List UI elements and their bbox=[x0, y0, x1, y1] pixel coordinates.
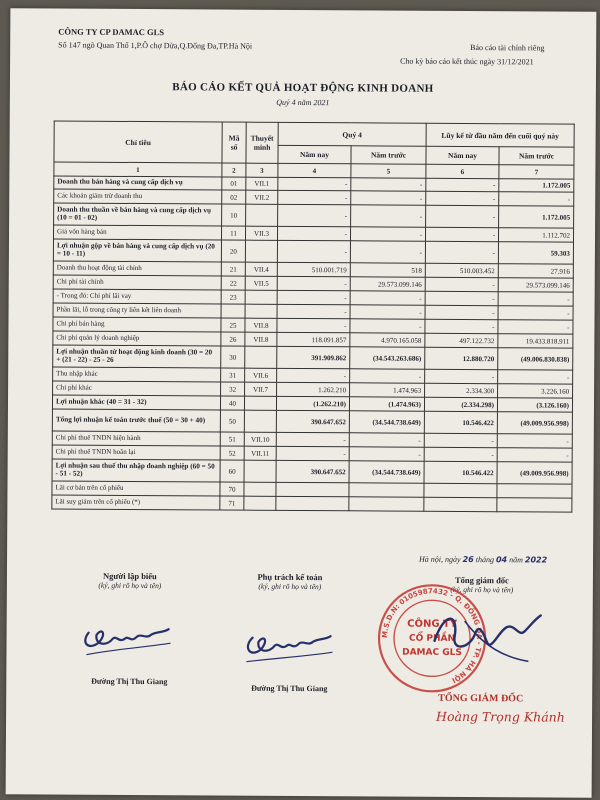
preparer-name-block bbox=[54, 676, 204, 686]
row-note bbox=[245, 290, 277, 304]
row-code: 60 bbox=[220, 460, 244, 482]
row-code: 40 bbox=[220, 396, 244, 410]
row-quarter-last-year: (34.544.738.649) bbox=[349, 411, 424, 433]
table-row bbox=[53, 239, 573, 264]
row-ytd-this-year: (2.334.298) bbox=[424, 397, 497, 411]
row-quarter-last-year: 29.573.099.146 bbox=[350, 277, 425, 291]
row-ytd-last-year: 1.172.005 bbox=[499, 179, 574, 192]
row-ytd-this-year: - bbox=[426, 227, 499, 241]
row-quarter-this-year: - bbox=[277, 240, 350, 262]
preparer-name: Đường Thị Thu Giang bbox=[91, 676, 168, 687]
row-note: VII.5 bbox=[245, 276, 277, 290]
row-quarter-last-year: - bbox=[349, 447, 424, 461]
row-item-name: Lợi nhuận sau thuế thu nhập doanh nghiệp (60 = 50 - 51 - 52) bbox=[52, 459, 220, 482]
row-quarter-this-year: - bbox=[278, 190, 351, 204]
header-quarter-this-year: Năm nay bbox=[278, 145, 351, 163]
row-quarter-last-year: - bbox=[350, 241, 425, 263]
row-quarter-this-year: - bbox=[277, 276, 350, 290]
row-quarter-last-year: 518 bbox=[350, 263, 425, 277]
place-date bbox=[419, 555, 547, 565]
header-ytd: Lũy kế từ đầu năm đến cuối quý này bbox=[426, 123, 574, 147]
header-ytd-this-year: Năm nay bbox=[426, 146, 499, 164]
accountant-role: Phụ trách kế toán bbox=[257, 571, 323, 583]
row-ytd-last-year: 1.172.005 bbox=[499, 206, 574, 228]
row-quarter-last-year: (1.474.963) bbox=[349, 397, 424, 411]
accountant-signature bbox=[238, 620, 338, 669]
report-paper bbox=[6, 8, 597, 798]
row-quarter-last-year: - bbox=[351, 178, 426, 191]
place-date-prefix: Hà nội, ngày bbox=[419, 554, 461, 564]
table-row bbox=[54, 203, 574, 228]
row-quarter-last-year: - bbox=[350, 319, 425, 333]
row-code: 25 bbox=[221, 318, 245, 332]
row-ytd-this-year: - bbox=[424, 433, 497, 447]
row-ytd-last-year: - bbox=[498, 306, 573, 320]
header-ytd-last-year: Năm trước bbox=[499, 147, 574, 165]
row-ytd-last-year: 27.916 bbox=[498, 264, 573, 278]
row-ytd-this-year: - bbox=[425, 305, 498, 319]
row-item-name: Doanh thu thuần về bán hàng và cung cấp dịch vụ (10 = 01 - 02) bbox=[54, 203, 222, 226]
company-address: Số 147 ngõ Quan Thổ 1,P.Ô chợ Dừa,Q.Đống Đa,TP.Hà Nội bbox=[58, 40, 253, 51]
row-ytd-this-year: - bbox=[425, 277, 498, 291]
row-ytd-this-year: 10.546.422 bbox=[424, 461, 497, 483]
row-code: 32 bbox=[221, 382, 245, 396]
row-item-name: Lãi cơ bản trên cổ phiếu bbox=[52, 481, 220, 496]
row-quarter-this-year: - bbox=[278, 177, 351, 190]
row-ytd-last-year: 59.303 bbox=[498, 242, 573, 264]
row-quarter-this-year: 1.262.210 bbox=[277, 382, 350, 396]
row-code: 51 bbox=[220, 432, 244, 446]
accountant-name-block bbox=[214, 683, 364, 693]
row-code: 50 bbox=[220, 410, 244, 432]
preparer-signature bbox=[76, 613, 176, 662]
row-code: 21 bbox=[221, 262, 245, 276]
row-quarter-last-year: - bbox=[350, 305, 425, 319]
row-note: VII.8 bbox=[245, 318, 277, 332]
accountant-block bbox=[215, 571, 365, 591]
director-role: Tổng giám đốc bbox=[454, 574, 509, 586]
index-cell: 1 bbox=[54, 162, 222, 177]
row-quarter-this-year: - bbox=[277, 304, 350, 318]
director-name-stamp: Hoàng Trọng Khánh bbox=[436, 708, 565, 725]
row-ytd-this-year: - bbox=[426, 205, 499, 227]
row-code: 01 bbox=[222, 177, 246, 190]
row-quarter-this-year: 390.647.652 bbox=[276, 460, 349, 482]
seal-text-mid: CỔ PHẦN bbox=[409, 633, 456, 644]
row-quarter-this-year: 510.001.719 bbox=[277, 262, 350, 276]
date-month-word: tháng bbox=[475, 555, 495, 565]
row-quarter-this-year bbox=[276, 496, 349, 510]
row-quarter-this-year: - bbox=[277, 290, 350, 304]
row-note bbox=[244, 460, 276, 482]
row-quarter-this-year: - bbox=[276, 446, 349, 460]
row-quarter-last-year bbox=[349, 497, 424, 511]
row-ytd-this-year bbox=[424, 483, 497, 497]
row-ytd-last-year: - bbox=[497, 434, 572, 448]
accountant-hint: (ký, ghi rõ họ và tên) bbox=[258, 581, 322, 592]
row-item-name: Lợi nhuận gộp về bán hàng và cung cấp dịch vụ (20 = 10 - 11) bbox=[53, 239, 221, 262]
header-item: Chỉ tiêu bbox=[54, 121, 222, 163]
row-note bbox=[245, 304, 277, 318]
row-ytd-last-year bbox=[497, 498, 572, 512]
row-note bbox=[244, 410, 276, 432]
row-code: 10 bbox=[222, 204, 246, 226]
director-title-stamp: TỔNG GIÁM ĐỐC bbox=[438, 692, 524, 705]
row-note bbox=[245, 240, 277, 262]
row-item-name: Lợi nhuận thuần từ hoạt động kinh doanh (30 = 20 + (21 - 22) - 25 - 26 bbox=[53, 345, 221, 368]
row-code: 52 bbox=[220, 446, 244, 460]
row-note: VII.1 bbox=[246, 177, 278, 190]
row-ytd-last-year: - bbox=[498, 370, 573, 384]
header-code: Mã số bbox=[222, 122, 246, 163]
row-code: 22 bbox=[221, 276, 245, 290]
row-ytd-this-year: 2.334.300 bbox=[425, 383, 498, 397]
row-item-name: Doanh thu hoạt động tài chính bbox=[53, 261, 221, 276]
row-code bbox=[221, 304, 245, 318]
row-ytd-last-year bbox=[497, 484, 572, 498]
row-ytd-last-year: - bbox=[499, 192, 574, 206]
report-body bbox=[52, 162, 574, 512]
form-name: Báo cáo tài chính riêng bbox=[470, 43, 545, 53]
row-item-name: Lãi suy giảm trên cổ phiếu (*) bbox=[52, 495, 220, 510]
row-ytd-this-year: 12.880.720 bbox=[425, 347, 498, 369]
row-item-name: Chi phí quản lý doanh nghiệp bbox=[53, 331, 221, 346]
row-code: 11 bbox=[221, 226, 245, 240]
header-quarter-last-year: Năm trước bbox=[351, 146, 426, 164]
company-name: CÔNG TY CP DAMAC GLS bbox=[58, 26, 165, 38]
row-note: VII.3 bbox=[245, 226, 277, 240]
row-note: VII.7 bbox=[245, 382, 277, 396]
row-note: VII.4 bbox=[245, 262, 277, 276]
row-ytd-last-year: (49.009.956.998) bbox=[497, 462, 572, 484]
index-cell: 7 bbox=[499, 165, 574, 179]
row-ytd-last-year: 3.226.160 bbox=[498, 384, 573, 398]
table-row bbox=[52, 409, 572, 434]
row-ytd-last-year: (49.006.830.838) bbox=[498, 348, 573, 370]
row-quarter-last-year: - bbox=[351, 205, 426, 227]
row-ytd-this-year: - bbox=[426, 178, 499, 191]
row-ytd-this-year: - bbox=[424, 447, 497, 461]
row-quarter-last-year: - bbox=[351, 191, 426, 205]
row-code: 30 bbox=[221, 346, 245, 368]
row-quarter-this-year: 118.091.857 bbox=[277, 332, 350, 346]
row-item-name: Chi phí thuế TNDN hoãn lại bbox=[52, 445, 220, 460]
row-note: VII.2 bbox=[246, 190, 278, 204]
row-ytd-this-year: 497.122.732 bbox=[425, 333, 498, 347]
row-quarter-last-year: 1.474.963 bbox=[350, 383, 425, 397]
row-quarter-this-year bbox=[276, 482, 349, 496]
row-item-name: Phần lãi, lỗ trong công ty liên kết liên doanh bbox=[53, 303, 221, 318]
index-cell: 4 bbox=[278, 163, 351, 177]
preparer-block bbox=[55, 571, 205, 591]
row-quarter-last-year: 4.970.165.058 bbox=[350, 333, 425, 347]
date-month: 04 bbox=[495, 555, 508, 565]
row-item-name: - Trong đó: Chi phí lãi vay bbox=[53, 289, 221, 304]
row-code: 20 bbox=[221, 240, 245, 262]
row-note: VII.11 bbox=[244, 446, 276, 460]
preparer-hint: (ký, ghi rõ họ và tên) bbox=[98, 580, 162, 591]
row-item-name: Doanh thu bán hàng và cung cấp dịch vụ bbox=[54, 176, 222, 190]
seal-text-top: CÔNG TY bbox=[407, 618, 458, 630]
row-ytd-this-year: 10.546.422 bbox=[424, 411, 497, 433]
row-quarter-this-year: 391.909.862 bbox=[277, 346, 350, 368]
row-quarter-this-year: (1.262.210) bbox=[276, 396, 349, 410]
row-ytd-this-year: - bbox=[426, 191, 499, 205]
row-item-name: Thu nhập khác bbox=[53, 367, 221, 382]
income-statement-table bbox=[51, 120, 574, 512]
table-row bbox=[53, 345, 573, 370]
row-ytd-this-year: - bbox=[425, 369, 498, 383]
accountant-name: Đường Thị Thu Giang bbox=[251, 683, 328, 694]
index-cell: 3 bbox=[246, 163, 278, 177]
row-quarter-last-year: - bbox=[350, 227, 425, 241]
index-cell: 5 bbox=[351, 164, 426, 178]
row-quarter-this-year: - bbox=[277, 318, 350, 332]
row-note bbox=[244, 496, 276, 510]
row-ytd-last-year: 19.433.818.911 bbox=[498, 334, 573, 348]
row-code: 70 bbox=[220, 482, 244, 496]
row-quarter-this-year: - bbox=[278, 204, 351, 226]
row-quarter-last-year: - bbox=[350, 291, 425, 305]
row-note: VII.8 bbox=[245, 332, 277, 346]
index-cell: 2 bbox=[222, 163, 246, 177]
row-note: VII.6 bbox=[245, 368, 277, 382]
row-quarter-last-year: (34.543.263.686) bbox=[350, 347, 425, 369]
report-subtitle: Quý 4 năm 2021 bbox=[276, 97, 330, 108]
preparer-role: Người lập biểu bbox=[103, 570, 157, 582]
row-item-name: Giá vốn hàng bán bbox=[53, 225, 221, 240]
row-item-name: Lợi nhuận khác (40 = 31 - 32) bbox=[52, 395, 220, 410]
row-ytd-last-year: (49.009.956.998) bbox=[497, 412, 572, 434]
report-title: BÁO CÁO KẾT QUẢ HOẠT ĐỘNG KINH DOANH bbox=[172, 81, 434, 95]
director-hint: (ký, ghi rõ họ và tên) bbox=[450, 584, 514, 595]
row-ytd-this-year: 510.003.452 bbox=[425, 263, 498, 277]
row-quarter-this-year: 390.647.652 bbox=[276, 410, 349, 432]
row-ytd-this-year bbox=[424, 497, 497, 511]
row-code: 31 bbox=[221, 368, 245, 382]
row-ytd-this-year: - bbox=[425, 241, 498, 263]
row-quarter-this-year: - bbox=[277, 368, 350, 382]
row-quarter-last-year: - bbox=[350, 369, 425, 383]
date-year-word: năm bbox=[509, 555, 523, 565]
date-year: 2022 bbox=[524, 555, 548, 565]
row-note: VII.10 bbox=[244, 432, 276, 446]
row-code: 26 bbox=[221, 332, 245, 346]
director-signature bbox=[424, 601, 544, 672]
row-ytd-this-year: - bbox=[425, 291, 498, 305]
row-item-name: Chi phí thuế TNDN hiện hành bbox=[52, 431, 220, 446]
row-note bbox=[246, 204, 278, 226]
date-day: 26 bbox=[462, 554, 474, 565]
header-quarter: Quý 4 bbox=[278, 122, 426, 146]
row-quarter-last-year: (34.544.738.649) bbox=[349, 461, 424, 483]
row-ytd-last-year: - bbox=[498, 320, 573, 334]
row-note bbox=[244, 482, 276, 496]
row-item-name: Tổng lợi nhuận kế toán trước thuế (50 = 30 + 40) bbox=[52, 409, 220, 432]
seal-text-bottom: DAMAC GLS bbox=[402, 647, 462, 658]
row-item-name: Các khoản giảm trừ doanh thu bbox=[54, 189, 222, 204]
row-item-name: Chi phí khác bbox=[53, 381, 221, 396]
table-row bbox=[52, 495, 572, 512]
row-quarter-last-year bbox=[349, 483, 424, 497]
index-cell: 6 bbox=[426, 164, 499, 178]
row-ytd-last-year: (3.126.160) bbox=[497, 398, 572, 412]
row-quarter-this-year: - bbox=[277, 226, 350, 240]
row-quarter-this-year: - bbox=[276, 432, 349, 446]
row-code: 02 bbox=[222, 190, 246, 204]
row-code: 23 bbox=[221, 290, 245, 304]
row-ytd-last-year: - bbox=[498, 292, 573, 306]
header-note: Thuyết minh bbox=[246, 122, 278, 163]
row-ytd-this-year: - bbox=[425, 319, 498, 333]
row-ytd-last-year: - bbox=[497, 448, 572, 462]
report-period: Cho kỳ báo cáo kết thúc ngày 31/12/2021 bbox=[400, 56, 534, 67]
seal-ring-text: M.S.D.N: 0105987432 - Q. ĐỐNG ĐA - TP. HÀ NỘI bbox=[380, 587, 484, 685]
row-item-name: Chi phí tài chính bbox=[53, 275, 221, 290]
row-code: 71 bbox=[220, 496, 244, 510]
row-note bbox=[245, 346, 277, 368]
row-note bbox=[244, 396, 276, 410]
row-quarter-last-year: - bbox=[349, 433, 424, 447]
table-row bbox=[52, 459, 572, 484]
row-item-name: Chi phí bán hàng bbox=[53, 317, 221, 332]
row-ytd-last-year: 29.573.099.146 bbox=[498, 278, 573, 292]
row-ytd-last-year: 1.112.702 bbox=[499, 228, 574, 242]
